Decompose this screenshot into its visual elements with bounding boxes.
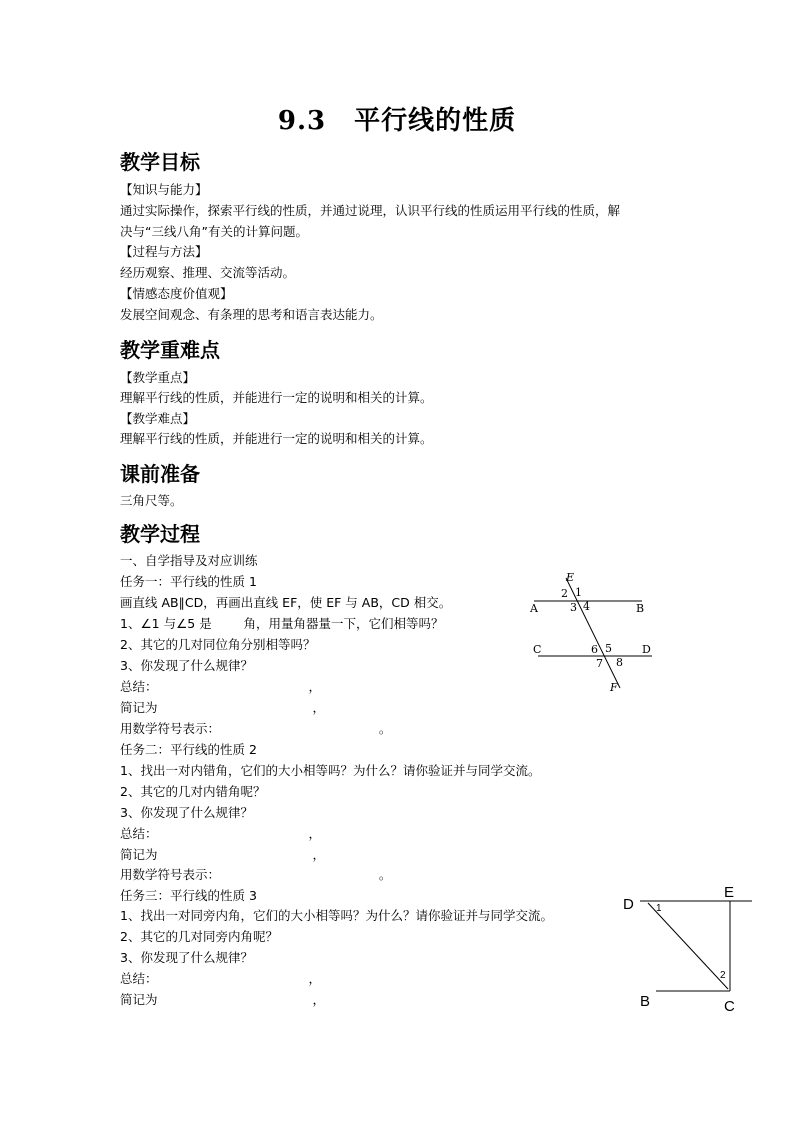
key-text: 理解平行线的性质，并能进行一定的说明和相关的计算。 — [120, 390, 433, 405]
angle-4: 4 — [583, 600, 590, 613]
title-text: 平行线的性质 — [354, 106, 517, 136]
task3-q3: 3、你发现了什么规律？ — [120, 950, 253, 965]
keypoints-heading: 教学重难点 — [120, 338, 220, 362]
task3-short: 简记为 ， — [120, 992, 325, 1007]
task2-short: 简记为 ， — [120, 847, 325, 862]
label-B: B — [636, 602, 645, 615]
emotion-text: 发展空间观念、有条理的思考和语言表达能力。 — [120, 307, 383, 322]
label-F: F — [610, 681, 618, 694]
angle-6: 6 — [591, 643, 598, 656]
angle-2: 2 — [561, 587, 568, 600]
task1-line1: 画直线 AB∥CD，再画出直线 EF，使 EF 与 AB，CD 相交。 — [120, 595, 452, 610]
knowledge-text-line2: 决与“三线八角”有关的计算问题。 — [120, 224, 308, 239]
objectives-heading: 教学目标 — [120, 150, 200, 174]
page-title — [0, 100, 794, 137]
task3-summary: 总结： ， — [120, 971, 321, 986]
task3-q1: 1、找出一对同旁内角，它们的大小相等吗？为什么？请你验证并与同学交流。 — [120, 908, 553, 923]
same-side-angles-figure — [620, 880, 760, 1020]
parallel-lines-figure — [520, 568, 670, 698]
task2-symbol: 用数学符号表示： 。 — [120, 867, 392, 882]
angle-5: 5 — [605, 642, 612, 655]
task2-title: 任务二：平行线的性质 2 — [120, 742, 257, 757]
label-D: D — [642, 643, 651, 656]
task2-summary: 总结： ， — [120, 826, 321, 841]
label-C: C — [533, 643, 542, 656]
line-dc — [648, 903, 728, 989]
angle-1: 1 — [575, 586, 582, 599]
preparation-text: 三角尺等。 — [120, 493, 183, 508]
label-D: D — [623, 896, 634, 913]
section-number: 9.3 — [277, 106, 327, 136]
task2-q2: 2、其它的几对内错角呢？ — [120, 784, 266, 799]
key-tag: 【教学重点】 — [120, 370, 196, 385]
task1-title: 任务一：平行线的性质 1 — [120, 574, 257, 589]
preparation-heading: 课前准备 — [120, 462, 200, 486]
difficult-tag: 【教学难点】 — [120, 411, 196, 426]
task3-title: 任务三：平行线的性质 3 — [120, 888, 257, 903]
angle-3: 3 — [570, 601, 577, 614]
label-C: C — [724, 998, 735, 1015]
task1-q3: 3、你发现了什么规律？ — [120, 658, 253, 673]
knowledge-tag: 【知识与能力】 — [120, 182, 208, 197]
difficult-text: 理解平行线的性质，并能进行一定的说明和相关的计算。 — [120, 431, 433, 446]
task1-summary: 总结： ， — [120, 679, 321, 694]
label-A: A — [530, 602, 538, 615]
task1-q1: 1、∠1 与∠5 是 角，用量角器量一下，它们相等吗？ — [120, 616, 444, 631]
section1-text: 一、自学指导及对应训练 — [120, 553, 258, 568]
angle-2: 2 — [720, 970, 726, 981]
angle-1: 1 — [656, 903, 662, 914]
process-tag: 【过程与方法】 — [120, 244, 208, 259]
task1-symbol: 用数学符号表示： 。 — [120, 721, 392, 736]
process-heading: 教学过程 — [120, 522, 200, 546]
task2-q3: 3、你发现了什么规律？ — [120, 805, 253, 820]
task1-q2: 2、其它的几对同位角分别相等吗？ — [120, 637, 316, 652]
process-text: 经历观察、推理、交流等活动。 — [120, 265, 296, 280]
label-E: E — [566, 571, 575, 584]
knowledge-text-line1: 通过实际操作，探索平行线的性质，并通过说理，认识平行线的性质运用平行线的性质，解 — [120, 203, 621, 218]
angle-8: 8 — [616, 656, 623, 669]
label-E: E — [724, 884, 735, 901]
task2-q1: 1、找出一对内错角，它们的大小相等吗？为什么？请你验证并与同学交流。 — [120, 763, 541, 778]
task3-q2: 2、其它的几对同旁内角呢？ — [120, 929, 278, 944]
task1-short: 简记为 ， — [120, 700, 325, 715]
label-B: B — [640, 993, 651, 1010]
angle-7: 7 — [596, 657, 603, 670]
emotion-tag: 【情感态度价值观】 — [120, 286, 233, 301]
